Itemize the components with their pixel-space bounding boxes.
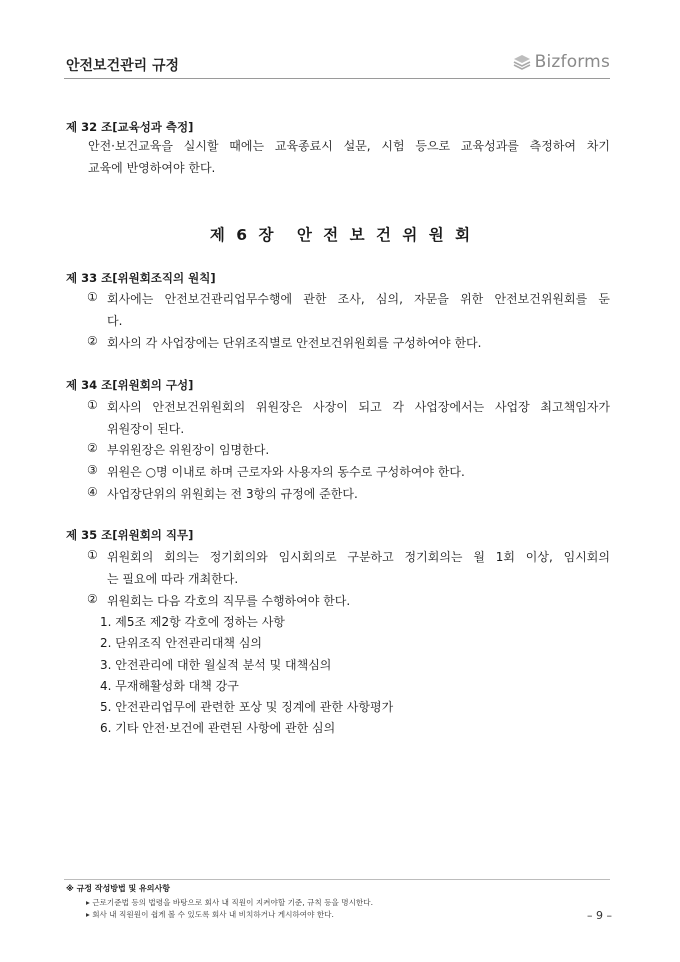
- page-number: – 9 –: [587, 909, 612, 922]
- footnote-title: ※ 규정 작성방법 및 유의사항: [66, 884, 170, 893]
- article-32-text-line: 교육에 반영하여야 한다.: [88, 161, 216, 175]
- chapter-heading: [0, 223, 680, 245]
- item-marker: ②: [87, 592, 98, 606]
- item-marker: ④: [87, 485, 98, 499]
- article-35-item-text: 위원회의 회의는 정기회의와 임시회의로 구분하고 정기회의는 월 1회 이상, 임시회의: [107, 550, 610, 564]
- bizforms-logo: [513, 52, 610, 72]
- item-marker: ③: [87, 463, 98, 477]
- duty-list-item: 4. 무재해활성화 대책 강구: [100, 679, 239, 693]
- duty-list-item: 2. 단위조직 안전관리대책 심의: [100, 636, 262, 650]
- chapter-title: 안 전 보 건 위 원 회: [296, 226, 471, 244]
- article-35-item-text: 는 필요에 따라 개최한다.: [107, 572, 239, 586]
- article-34-item-text: 부위원장은 위원장이 임명한다.: [107, 443, 270, 457]
- article-33-item-text: 회사에는 안전보건관리업무수행에 관한 조사, 심의, 자문을 위한 안전보건위원회를 둔: [107, 292, 610, 306]
- article-32-text-line: 안전·보건교육을 실시할 때에는 교육종료시 설문, 시험 등으로 교육성과를 측정하여 차기: [88, 139, 610, 153]
- item-marker: ①: [87, 398, 98, 412]
- logo-text: Bizforms: [534, 52, 610, 72]
- article-34-item-text: 위원은 ○명 이내로 하며 근로자와 사용자의 동수로 구성하여야 한다.: [107, 465, 465, 479]
- article-34-item-text: 회사의 안전보건위원회의 위원장은 사장이 되고 각 사업장에서는 사업장 최고책임자가: [107, 400, 610, 414]
- footnote-line: ▸ 근로기준법 등의 법령을 바탕으로 회사 내 직원이 지켜야할 기준, 규칙 등을 명시한다.: [86, 898, 374, 907]
- layers-icon: [513, 54, 531, 70]
- item-marker: ②: [87, 441, 98, 455]
- article-34-title: 제 34 조[위원회의 구성]: [66, 378, 194, 392]
- article-34-item-text: 위원장이 된다.: [107, 422, 185, 436]
- item-marker: ②: [87, 334, 98, 348]
- duty-list-item: 6. 기타 안전·보건에 관련된 사항에 관한 심의: [100, 721, 336, 735]
- page-header: [64, 52, 610, 79]
- item-marker: ①: [87, 548, 98, 562]
- document-title: 안전보건관리 규정: [66, 58, 180, 74]
- item-marker: ①: [87, 290, 98, 304]
- duty-list-item: 1. 제5조 제2항 각호에 정하는 사항: [100, 615, 285, 629]
- duty-list-item: 5. 안전관리업무에 관련한 포상 및 징계에 관한 사항평가: [100, 700, 394, 714]
- chapter-number: 제 6 장: [209, 226, 274, 244]
- article-35-title: 제 35 조[위원회의 직무]: [66, 528, 194, 542]
- article-33-item-text: 다.: [107, 314, 123, 328]
- article-35-item-text: 위원회는 다음 각호의 직무를 수행하여야 한다.: [107, 594, 351, 608]
- article-33-title: 제 33 조[위원회조직의 원칙]: [66, 271, 216, 285]
- duty-list-item: 3. 안전관리에 대한 월실적 분석 및 대책심의: [100, 658, 332, 672]
- footer-divider: [64, 879, 610, 880]
- footnote-line: ▸ 회사 내 직원원이 쉽게 볼 수 있도록 회사 내 비치하거나 게시하여야 한다.: [86, 910, 334, 919]
- article-32-title: 제 32 조[교육성과 측정]: [66, 120, 194, 134]
- article-34-item-text: 사업장단위의 위원회는 전 3항의 규정에 준한다.: [107, 487, 358, 501]
- article-33-item-text: 회사의 각 사업장에는 단위조직별로 안전보건위원회를 구성하여야 한다.: [107, 336, 482, 350]
